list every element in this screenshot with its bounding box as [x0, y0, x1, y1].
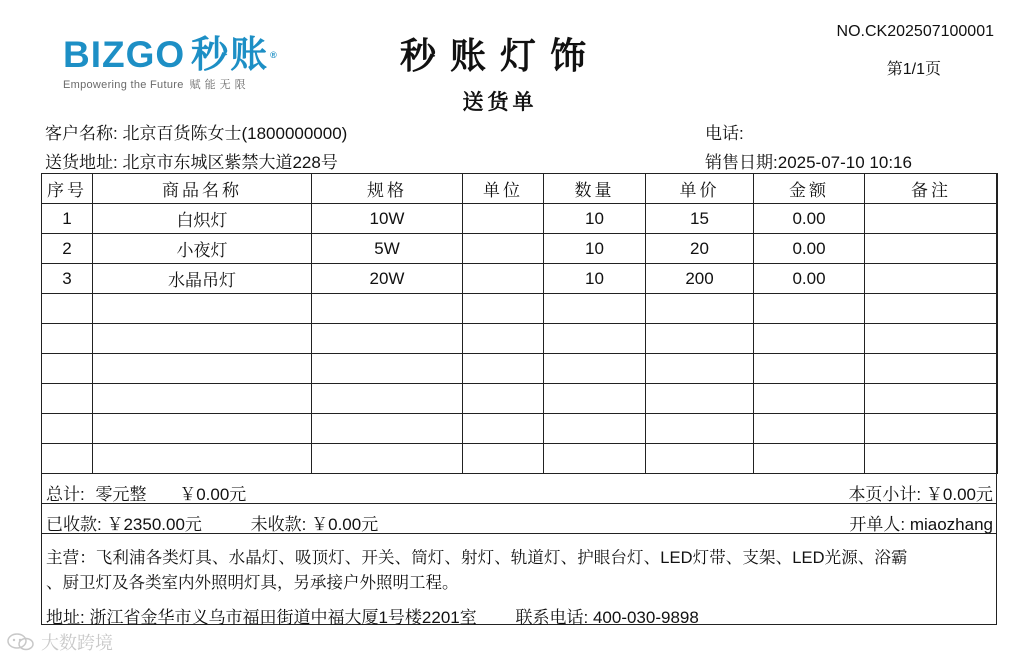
- table-cell: [93, 294, 312, 324]
- logo-registered-mark: ®: [270, 50, 278, 60]
- table-cell: [312, 444, 463, 474]
- table-cell: [463, 414, 544, 444]
- column-header: 序号: [42, 174, 93, 204]
- table-cell: 3: [42, 264, 93, 294]
- phone-info: [705, 119, 744, 144]
- table-cell: [646, 444, 754, 474]
- date-label: 销售日期:: [705, 153, 778, 172]
- table-cell: [544, 354, 646, 384]
- column-header: 规格: [312, 174, 463, 204]
- table-cell: [646, 414, 754, 444]
- table-cell: [544, 444, 646, 474]
- column-header: 备注: [865, 174, 998, 204]
- table-cell: 15: [646, 204, 754, 234]
- table-cell: 2: [42, 234, 93, 264]
- table-cell: [754, 384, 865, 414]
- page-subtotal-label: 本页小计:: [848, 485, 922, 504]
- logo-tagline-cn: 赋能无限: [189, 79, 250, 91]
- table-cell: [646, 294, 754, 324]
- company-address-label: 地址:: [46, 608, 85, 627]
- table-cell: [754, 444, 865, 474]
- table-cell: [42, 294, 93, 324]
- table-cell: [865, 384, 998, 414]
- table-cell: [463, 384, 544, 414]
- table-cell: 小夜灯: [93, 234, 312, 264]
- logo-cn: 秒账: [191, 34, 270, 75]
- total-amount: ￥0.00元: [179, 485, 247, 504]
- table-cell: [312, 384, 463, 414]
- table-cell: 白炽灯: [93, 204, 312, 234]
- watermark: [6, 629, 113, 655]
- logo-tagline: [63, 76, 303, 92]
- table-header-row: [42, 174, 998, 204]
- table-cell: 0.00: [754, 204, 865, 234]
- table-row: [42, 414, 998, 444]
- issuer-label: 开单人:: [849, 515, 906, 534]
- table-cell: [754, 324, 865, 354]
- address-value: 北京市东城区紫禁大道228号: [122, 153, 338, 172]
- business-scope-line-1: 主营：飞利浦各类灯具、水晶灯、吸顶灯、开关、筒灯、射灯、轨道灯、护眼台灯、LED灯带、支架、LED光源、浴霸: [46, 549, 908, 567]
- table-cell: [865, 294, 998, 324]
- payment-row: [46, 510, 378, 535]
- table-cell: [754, 294, 865, 324]
- table-row: [42, 294, 998, 324]
- table-cell: 0.00: [754, 234, 865, 264]
- logo-wordmark: [63, 34, 303, 76]
- table-row: [42, 264, 998, 294]
- business-scope-line-2: 、厨卫灯及各类室内外照明灯具，另承接户外照明工程。: [46, 574, 459, 592]
- table-row: [42, 234, 998, 264]
- received-label: 已收款:: [46, 515, 102, 534]
- delivery-note-grid: [41, 173, 997, 625]
- table-cell: [93, 414, 312, 444]
- page-number: 第1/1页: [886, 61, 941, 78]
- table-row: [42, 204, 998, 234]
- table-cell: [42, 384, 93, 414]
- table-cell: [42, 324, 93, 354]
- table-cell: [463, 234, 544, 264]
- company-address: [46, 603, 699, 628]
- logo-text: BIZGO: [63, 34, 186, 75]
- table-cell: [93, 384, 312, 414]
- logo-tagline-en: Empowering the Future: [63, 79, 184, 91]
- date-info: [705, 148, 912, 173]
- table-cell: [312, 324, 463, 354]
- contact-phone-value: 400-030-9898: [592, 608, 699, 627]
- table-cell: [463, 324, 544, 354]
- table-cell: 20: [646, 234, 754, 264]
- table-cell: [463, 294, 544, 324]
- table-cell: [463, 354, 544, 384]
- table-cell: 水晶吊灯: [93, 264, 312, 294]
- column-header: 数量: [544, 174, 646, 204]
- table-cell: [865, 264, 998, 294]
- table-cell: [93, 444, 312, 474]
- table-cell: 1: [42, 204, 93, 234]
- company-logo: [63, 34, 303, 92]
- document-title: 秒账灯饰: [399, 35, 600, 76]
- table-cell: [42, 414, 93, 444]
- date-value: 2025-07-10 10:16: [777, 153, 912, 172]
- table-cell: 10: [544, 234, 646, 264]
- table-cell: [312, 354, 463, 384]
- footer-divider: [42, 533, 996, 534]
- total-words: 零元整: [95, 485, 147, 504]
- issuer: [849, 510, 993, 535]
- table-cell: [42, 444, 93, 474]
- table-cell: 200: [646, 264, 754, 294]
- table-cell: [646, 324, 754, 354]
- total-row: [46, 480, 246, 505]
- unreceived-label: 未收款:: [250, 515, 307, 534]
- document-subtitle: 送货单: [462, 91, 538, 114]
- footer-divider: [42, 473, 996, 474]
- table-cell: [93, 324, 312, 354]
- table-cell: [312, 294, 463, 324]
- customer-label: 客户名称:: [45, 124, 118, 143]
- document-number: NO.CK202507100001: [836, 23, 994, 40]
- table-row: [42, 324, 998, 354]
- company-address-value: 浙江省金华市义乌市福田街道中福大厦1号楼2201室: [89, 608, 477, 627]
- table-cell: [93, 354, 312, 384]
- phone-label: 电话:: [705, 124, 744, 143]
- address-label: 送货地址:: [45, 153, 118, 172]
- issuer-value: miaozhang: [909, 515, 993, 534]
- table-cell: [865, 414, 998, 444]
- items-table: [41, 173, 998, 474]
- table-row: [42, 444, 998, 474]
- address-info: [45, 148, 338, 173]
- table-cell: [865, 324, 998, 354]
- column-header: 单位: [463, 174, 544, 204]
- table-cell: [865, 444, 998, 474]
- column-header: 金额: [754, 174, 865, 204]
- table-cell: [42, 354, 93, 384]
- footer-divider: [42, 503, 996, 504]
- table-cell: [463, 204, 544, 234]
- table-cell: [544, 324, 646, 354]
- table-cell: [754, 354, 865, 384]
- total-label: 总计:: [46, 485, 85, 504]
- table-cell: 10: [544, 204, 646, 234]
- table-cell: [544, 384, 646, 414]
- table-cell: [544, 414, 646, 444]
- table-cell: [865, 354, 998, 384]
- table-cell: [646, 354, 754, 384]
- customer-value: 北京百货陈女士(1800000000): [122, 124, 348, 143]
- table-cell: [865, 204, 998, 234]
- table-cell: [754, 414, 865, 444]
- received-value: ￥2350.00元: [106, 515, 202, 534]
- contact-phone-label: 联系电话:: [515, 608, 589, 627]
- table-row: [42, 354, 998, 384]
- column-header: 商品名称: [93, 174, 312, 204]
- wechat-bubble-icon: [6, 632, 36, 652]
- table-row: [42, 384, 998, 414]
- customer-info: [45, 119, 347, 144]
- table-cell: 10W: [312, 204, 463, 234]
- page-subtotal-value: ￥0.00元: [925, 485, 993, 504]
- table-cell: 0.00: [754, 264, 865, 294]
- table-cell: [463, 444, 544, 474]
- table-cell: [544, 294, 646, 324]
- page-subtotal: [848, 480, 993, 505]
- table-cell: [463, 264, 544, 294]
- table-cell: [646, 384, 754, 414]
- table-cell: 20W: [312, 264, 463, 294]
- table-cell: [865, 234, 998, 264]
- column-header: 单价: [646, 174, 754, 204]
- watermark-text: 大数跨境: [41, 633, 114, 653]
- table-cell: 10: [544, 264, 646, 294]
- unreceived-value: ￥0.00元: [311, 515, 379, 534]
- table-cell: [312, 414, 463, 444]
- table-cell: 5W: [312, 234, 463, 264]
